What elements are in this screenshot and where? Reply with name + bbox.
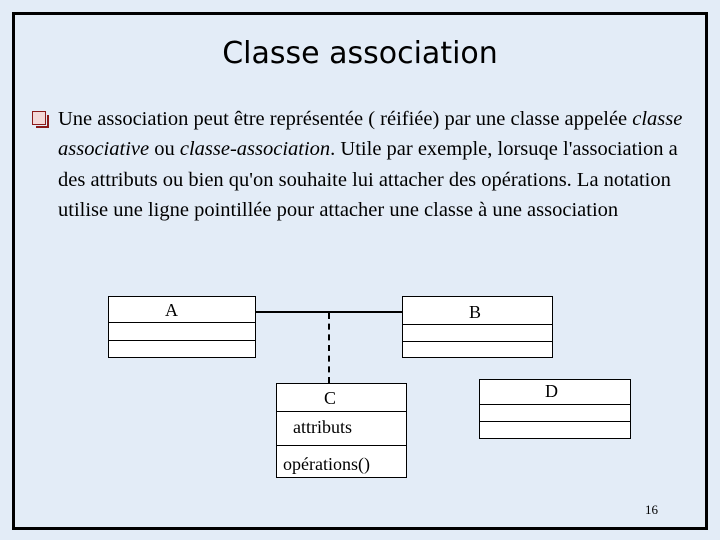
class-b-divider-1: [403, 324, 552, 325]
class-d-divider-1: [480, 404, 630, 405]
class-c-operations: opérations(): [283, 454, 370, 474]
class-a-box: [108, 296, 256, 358]
class-a-divider-2: [109, 340, 255, 341]
class-c-divider-1: [277, 411, 406, 412]
class-d-box: [479, 379, 631, 439]
class-a-name: A: [165, 300, 178, 320]
paragraph-text-2: ou: [149, 138, 180, 161]
class-b-box: [402, 296, 553, 358]
class-b-name: B: [469, 302, 482, 322]
class-c-divider-2: [277, 445, 406, 446]
class-a-divider-1: [109, 322, 255, 323]
class-d-divider-2: [480, 421, 630, 422]
association-dashed-line: [328, 313, 330, 383]
paragraph-italic-2: classe-association: [179, 138, 331, 161]
class-d-name: D: [545, 381, 558, 401]
class-c-attributes: attributs: [293, 417, 352, 437]
class-c-name: C: [324, 388, 337, 408]
class-c-box: [276, 383, 407, 478]
paragraph-text-1: Une association peut être représentée ( réifiée) par une classe appelée: [58, 108, 633, 130]
paragraph-text-3: . Utile par exemple, lorsuqe l'association a des attributs ou bien qu'on souhaite lui attacher des opérations. La notation utilise une ligne pointillée pour attacher une classe à une association: [58, 138, 678, 221]
slide-paragraph: [58, 104, 698, 225]
page-number: 16: [645, 502, 658, 517]
slide-title: Classe association: [222, 36, 498, 71]
paragraph-italic-1: classe associative: [58, 108, 683, 161]
class-b-divider-2: [403, 341, 552, 342]
bullet-icon: [32, 111, 46, 125]
